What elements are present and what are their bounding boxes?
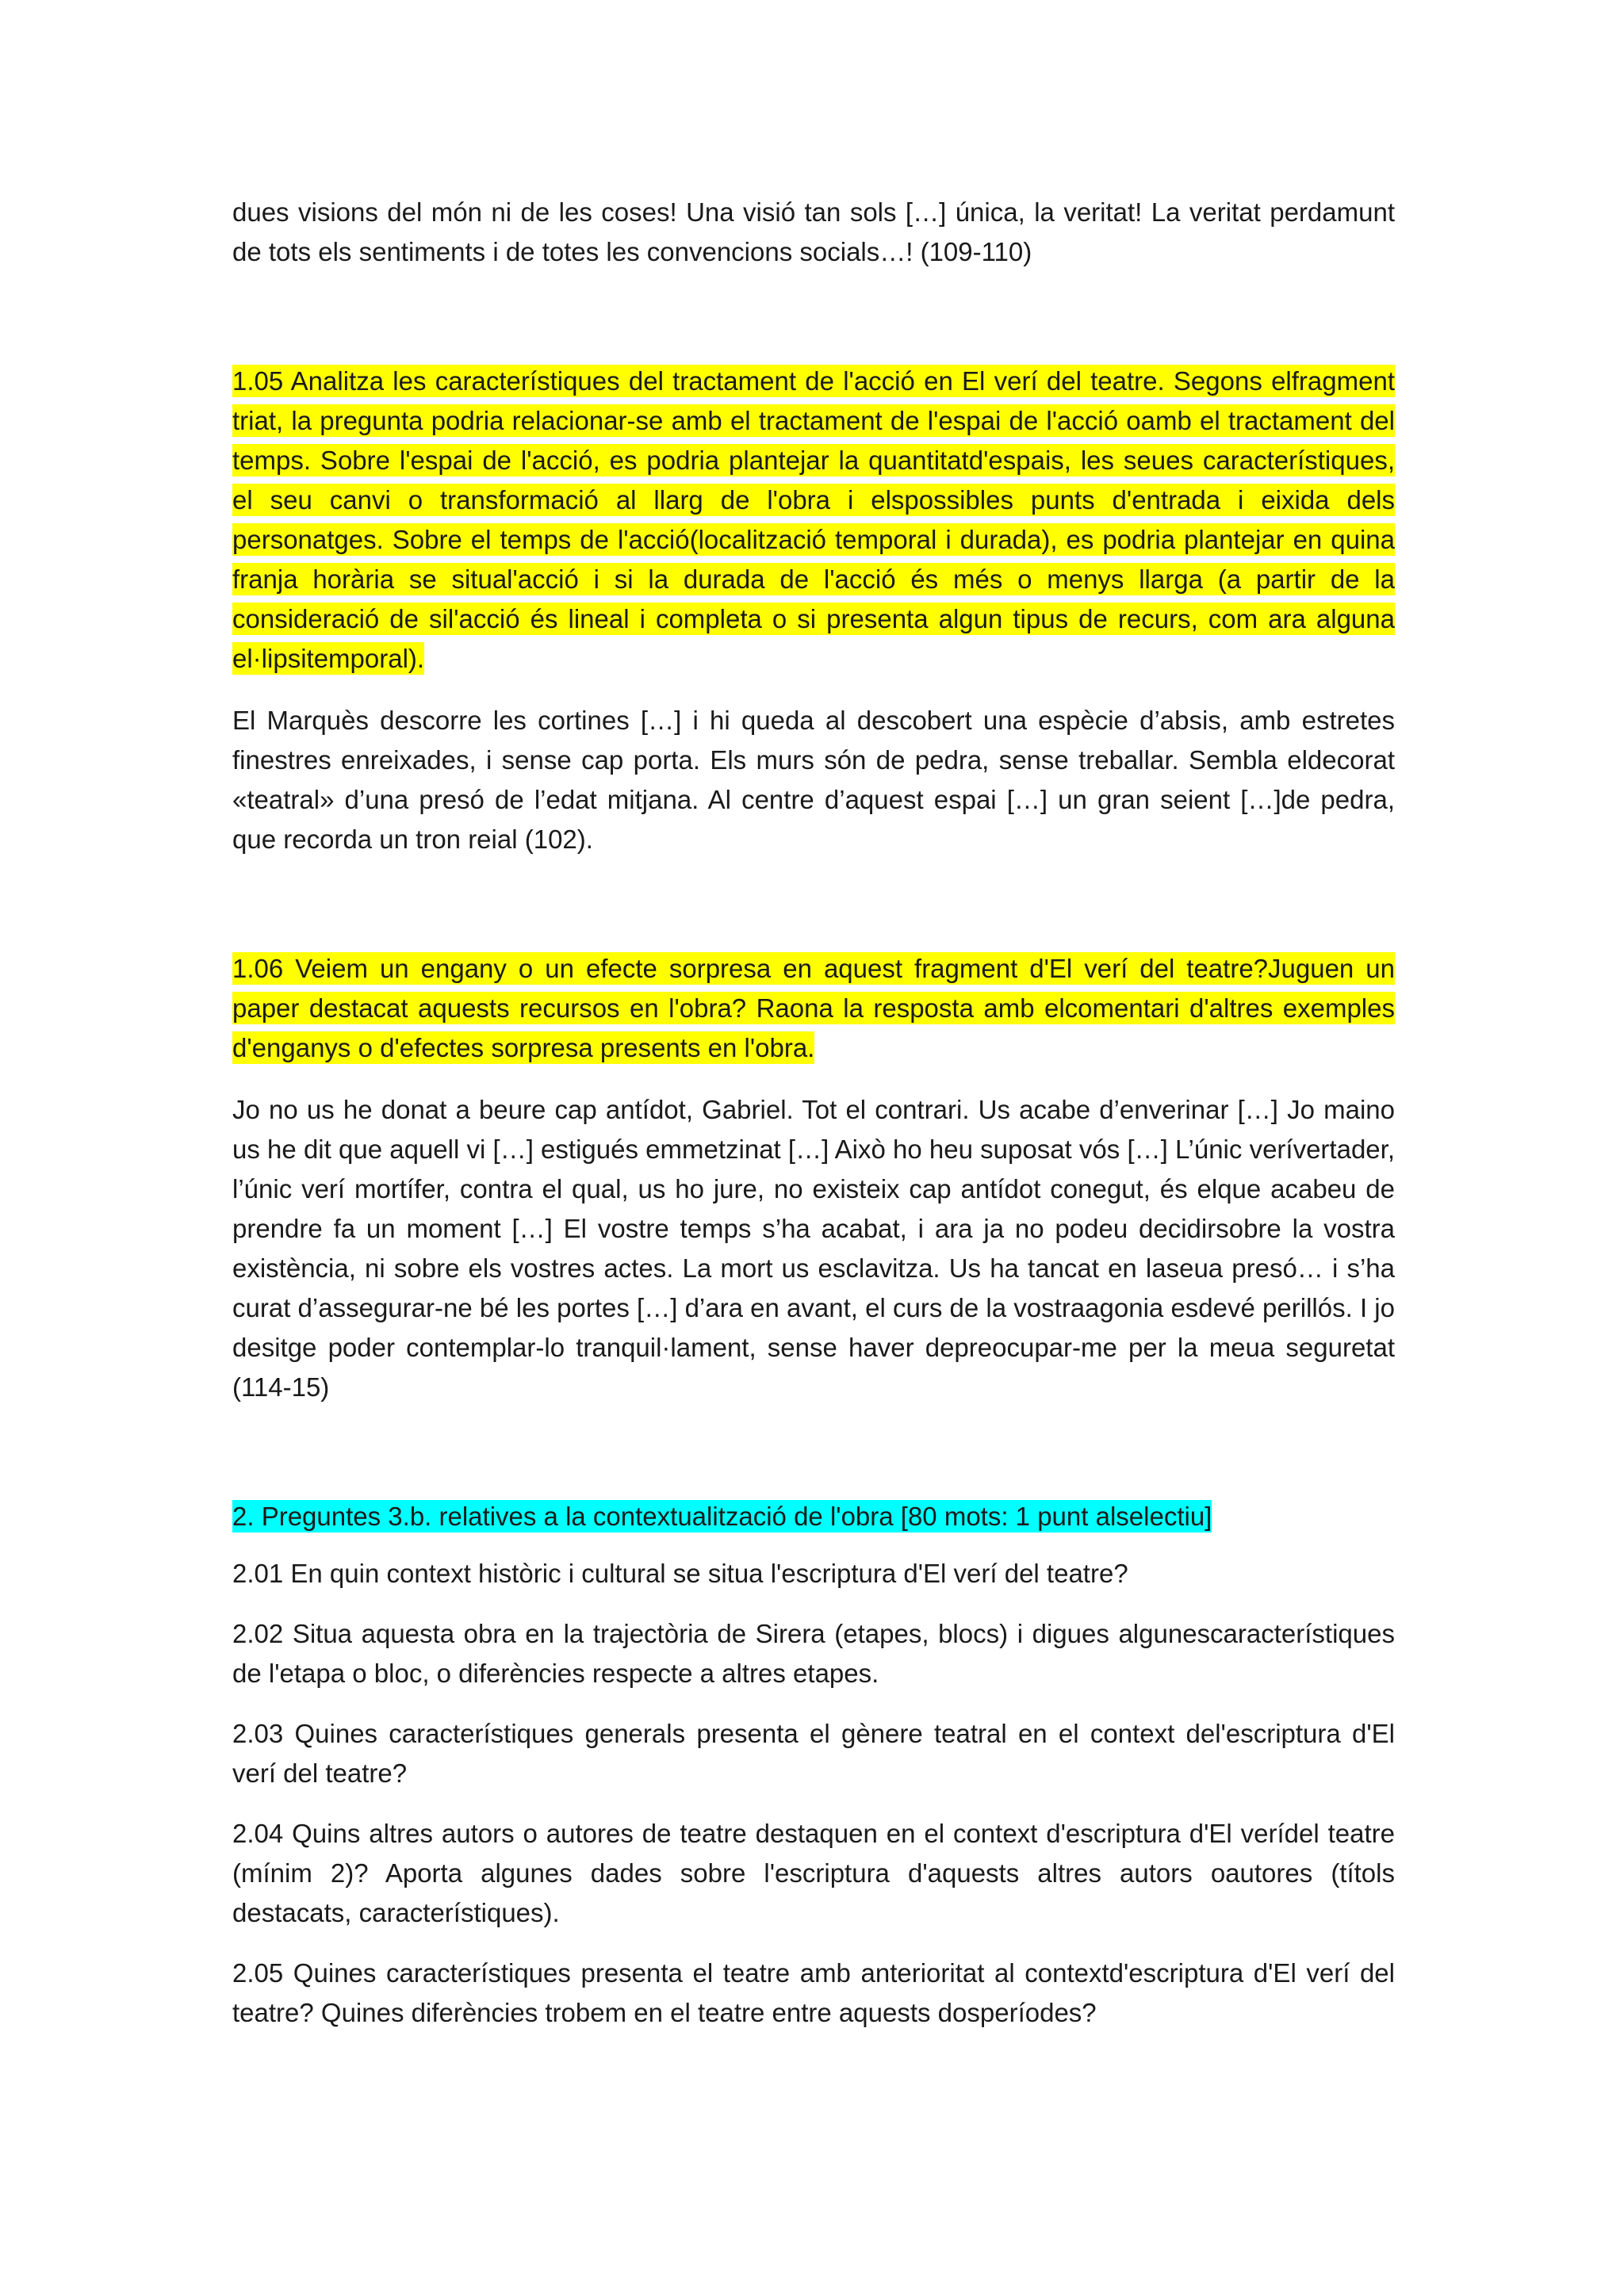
document-page <box>232 193 1395 2033</box>
section-2-heading <box>232 1497 1395 1536</box>
question-1-05-highlight: 1.05 Analitza les característiques del tractament de l'acció en El verí del teatre. Segons elfragment triat, la pregunta podria relacionar-se amb el tractament de l'espai de l'acció oamb el tractament del temps. Sobre l'espai de l'acció, es podria plantejar la quantitatd'espais, les seues característiques, el seu canvi o transformació al llarg de l'obra i elspossibles punts d'entrada i eixida dels personatges. Sobre el temps de l'acció(localització temporal i durada), es podria plantejar en quina franja horària se situal'acció i si la durada de l'acció és més o menys llarga (a partir de la consideració de sil'acció és lineal i completa o si presenta algun tipus de recurs, com ara alguna el·lipsitemporal). <box>232 366 1395 673</box>
question-2-04: 2.04 Quins altres autors o autores de teatre destaquen en el context d'escriptura d'El verídel teatre (mínim 2)? Aporta algunes dades sobre l'escriptura d'aquests altres autors oautores (títols destacats, característiques). <box>232 1819 1395 1927</box>
section-2-heading-highlight: 2. Preguntes 3.b. relatives a la contextualització de l'obra [80 mots: 1 punt alselectiu] <box>232 1502 1212 1531</box>
intro-quote: dues visions del món ni de les coses! Una visió tan sols […] única, la veritat! La veritat perdamunt de tots els sentiments i de totes les convencions socials…! (109-110) <box>232 197 1395 266</box>
question-1-05-fragment: El Marquès descorre les cortines […] i hi queda al descobert una espècie d’absis, amb estretes finestres enreixades, i sense cap porta. Els murs són de pedra, sense treballar. Sembla eldecorat «teatral» d’una presó de l’edat mitjana. Al centre d’aquest espai […] un gran seient […]de pedra, que recorda un tron reial (102). <box>232 706 1395 854</box>
question-1-05 <box>232 362 1395 679</box>
question-1-06 <box>232 949 1395 1068</box>
question-1-06-highlight: 1.06 Veiem un engany o un efecte sorpresa en aquest fragment d'El verí del teatre?Juguen un paper destacat aquests recursos en l'obra? Raona la resposta amb elcomentari d'altres exemples d'enganys o d'efectes sorpresa presents en l'obra. <box>232 954 1395 1062</box>
question-2-01: 2.01 En quin context històric i cultural se situa l'escriptura d'El verí del teatre? <box>232 1559 1128 1588</box>
question-2-05: 2.05 Quines característiques presenta el teatre amb anterioritat al contextd'escriptura d'El verí del teatre? Quines diferències trobem en el teatre entre aquests dosperíodes? <box>232 1958 1395 2027</box>
question-1-06-fragment: Jo no us he donat a beure cap antídot, Gabriel. Tot el contrari. Us acabe d’enverinar […] Jo maino us he dit que aquell vi […] estigués emmetzinat […] Això ho heu suposat vós […] L’únic verívertader, l’únic verí mortífer, contra el qual, us ho jure, no existeix cap antídot conegut, és elque acabeu de prendre fa un moment […] El vostre temps s’ha acabat, i ara ja no podeu decidirsobre la vostra existència, ni sobre els vostres actes. La mort us esclavitza. Us ha tancat en laseua presó… i s’ha curat d’assegurar-ne bé les portes […] d’ara en avant, el curs de la vostraagonia esdevé perillós. I jo desitge poder contemplar-lo tranquil·lament, sense haver depreocupar-me per la meua seguretat (114-15) <box>232 1095 1395 1402</box>
question-2-03: 2.03 Quines característiques generals presenta el gènere teatral en el context del'escriptura d'El verí del teatre? <box>232 1719 1395 1788</box>
question-2-02: 2.02 Situa aquesta obra en la trajectòria de Sirera (etapes, blocs) i digues algunescaracterístiques de l'etapa o bloc, o diferències respecte a altres etapes. <box>232 1619 1395 1688</box>
